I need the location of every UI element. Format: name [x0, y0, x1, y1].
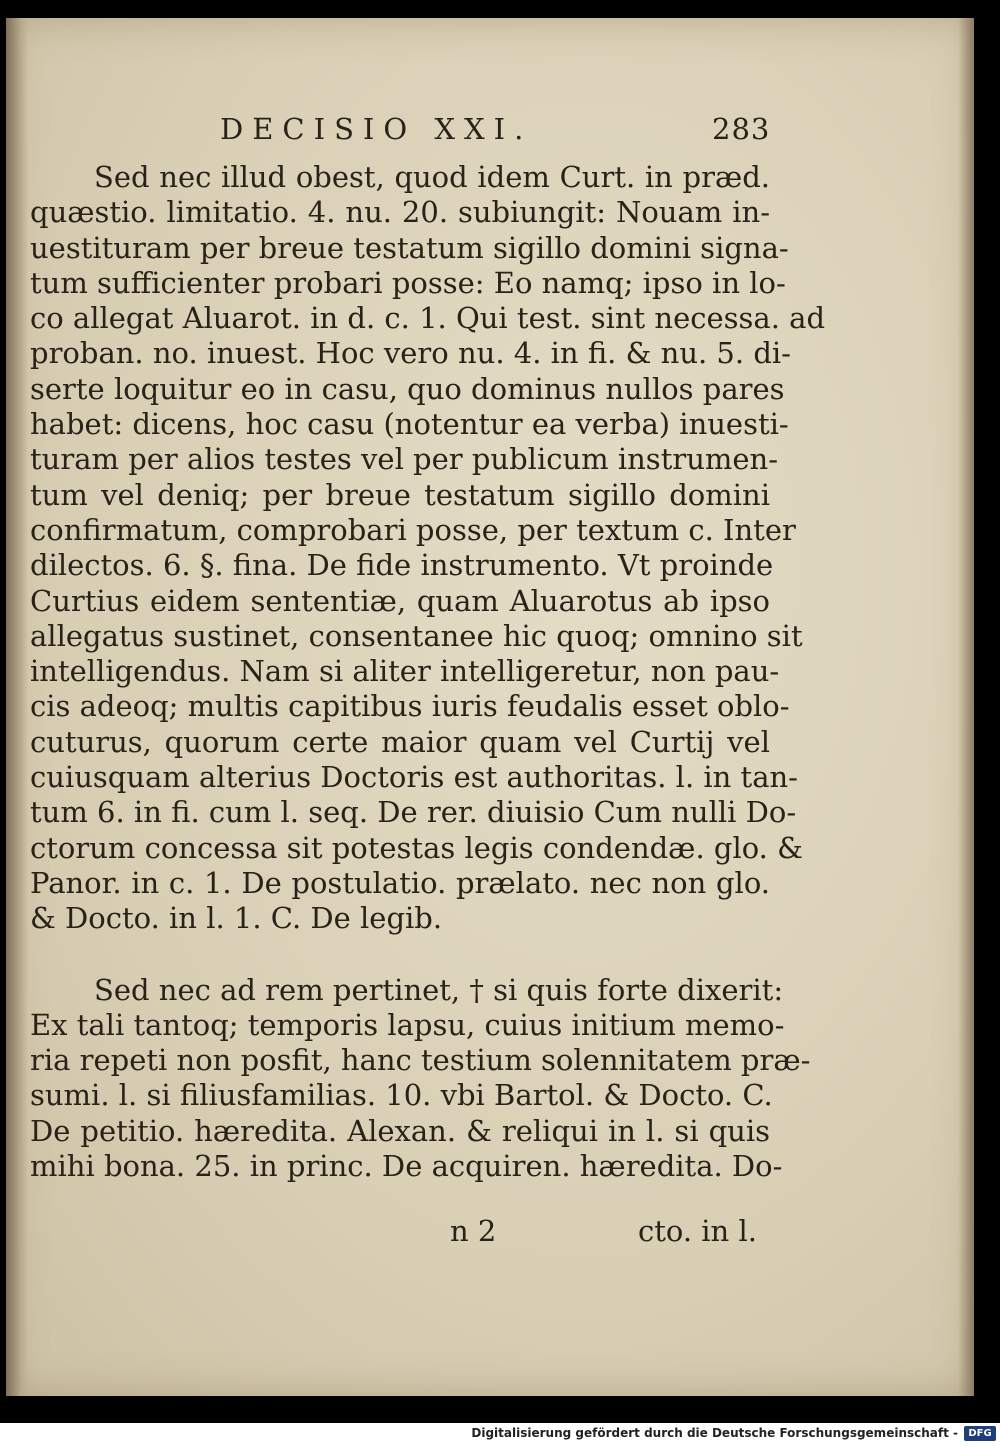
- text-line: co allegat Aluarot. in d. c. 1. Qui test. sint necessa. ad: [30, 301, 826, 336]
- text-line: cuturus, quorum certe maior quam vel Curtij vel: [30, 724, 770, 759]
- text-line: tum vel deniq; per breue testatum sigillo domini: [30, 477, 770, 512]
- text-line: serte loquitur eo in casu, quo dominus nullos pares: [30, 371, 785, 406]
- book-page: [6, 18, 974, 1396]
- text-line: proban. no. inuest. Hoc vero nu. 4. in fi. & nu. 5. di-: [30, 336, 791, 371]
- text-line: Panor. in c. 1. De postulatio. prælato. nec non glo.: [30, 865, 770, 900]
- text-line: De petitio. hæredita. Alexan. & reliqui in l. si quis: [30, 1113, 770, 1148]
- text-line: cis adeoq; multis capitibus iuris feudalis esset oblo-: [30, 689, 790, 724]
- body-text: [30, 160, 826, 1184]
- page-number: 283: [712, 112, 771, 146]
- text-line: confirmatum, comprobari posse, per textum c. Inter: [30, 512, 796, 547]
- text-line: ria repeti non posfit, hanc testium solennitatem præ-: [30, 1043, 811, 1078]
- text-line: tum 6. in fi. cum l. seq. De rer. diuisio Cum nulli Do-: [30, 795, 797, 830]
- text-line: cuiusquam alterius Doctoris est authoritas. l. in tan-: [30, 760, 798, 795]
- page-gutter-shadow: [6, 18, 28, 1396]
- page-footer: [6, 1214, 974, 1254]
- text-line: allegatus sustinet, consentanee hic quoq; omnino sit: [30, 618, 803, 653]
- signature-mark: n 2: [450, 1214, 497, 1248]
- text-line: ctorum concessa sit potestas legis condendæ. glo. &: [30, 830, 803, 865]
- text-line: turam per alios testes vel per publicum instrumen-: [30, 442, 779, 477]
- text-line: uestituram per breue testatum sigillo domini signa-: [30, 230, 789, 265]
- dfg-logo: DFG: [964, 1426, 996, 1441]
- text-line: habet: dicens, hoc casu (notentur ea verba) inuesti-: [30, 407, 789, 442]
- text-line: quæstio. limitatio. 4. nu. 20. subiungit: Nouam in-: [30, 195, 770, 230]
- paragraph-gap: [30, 937, 770, 973]
- funding-notice-bar: [0, 1423, 1000, 1446]
- text-line: mihi bona. 25. in princ. De acquiren. hæredita. Do-: [30, 1149, 783, 1184]
- text-line: Sed nec illud obest, quod idem Curt. in præd.: [94, 160, 770, 194]
- text-line: Sed nec ad rem pertinet, † si quis forte dixerit:: [94, 972, 784, 1007]
- text-line: Curtius eidem sententiæ, quam Aluarotus ab ipso: [30, 583, 770, 618]
- paragraph-1: [30, 160, 826, 937]
- catchword: cto. in l.: [638, 1214, 757, 1248]
- text-line: sumi. l. si filiusfamilias. 10. vbi Bartol. & Docto. C.: [30, 1078, 773, 1113]
- text-line: intelligendus. Nam si aliter intelligeretur, non pau-: [30, 654, 780, 689]
- paragraph-2: [30, 972, 811, 1185]
- page-edge-shadow: [958, 18, 974, 1396]
- text-line: dilectos. 6. §. fina. De fide instrumento. Vt proinde: [30, 548, 774, 583]
- text-line: tum sufficienter probari posse: Eo namq; ipso in lo-: [30, 265, 786, 300]
- funding-notice-text: Digitalisierung gefördert durch die Deutsche Forschungsgemeinschaft -: [471, 1426, 958, 1440]
- running-head-title: DECISIO XXI.: [220, 112, 533, 146]
- text-line: Ex tali tantoq; temporis lapsu, cuius initium memo-: [30, 1007, 785, 1042]
- running-head: [6, 112, 974, 162]
- text-line: & Docto. in l. 1. C. De legib.: [30, 901, 443, 936]
